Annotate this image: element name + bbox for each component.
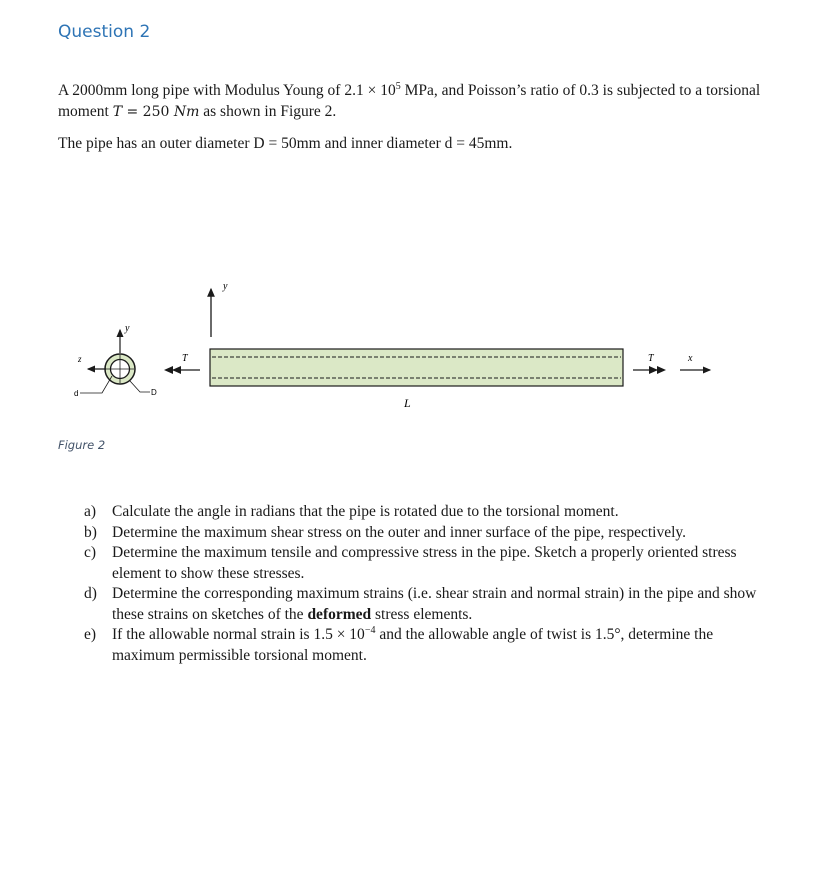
y-label-left: y: [125, 323, 130, 334]
D-leader-line: [130, 381, 150, 392]
question-item: [84, 625, 774, 666]
question-text: Calculate the angle in radians that the pipe is rotated due to the torsional moment.: [112, 503, 619, 520]
question-marker: e): [84, 626, 97, 643]
intro-text-3: = 250: [122, 104, 174, 120]
question-text: Determine the maximum tensile and compressive stress in the pipe. Sketch a properly oriented stress element to show these stresses.: [112, 544, 737, 582]
intro-exponent: 5: [395, 80, 401, 92]
pipe: [210, 349, 623, 386]
question-marker: d): [84, 585, 97, 602]
question-text-bold: deformed: [307, 605, 372, 623]
T-label-right: T: [648, 353, 654, 364]
d-label: d: [74, 389, 79, 398]
torque-left-head-2: [172, 366, 181, 374]
L-label: L: [404, 396, 411, 410]
cross-section: [74, 323, 157, 398]
question-text-post: and the allowable angle of twist is 1.5°, determine the maximum permissible torsional moment.: [112, 626, 714, 664]
torque-arrow-left: [164, 353, 200, 374]
question-marker: c): [84, 544, 97, 561]
intro-text-4: as shown in Figure 2.: [199, 103, 337, 120]
figure-caption: Figure 2: [58, 438, 106, 452]
question-text-pre: If the allowable normal strain is 1.5 × 10: [112, 626, 365, 643]
d-leader-line: [80, 376, 112, 393]
question-item: [84, 523, 774, 544]
x-label: x: [688, 353, 693, 364]
z-label: z: [78, 354, 82, 364]
torque-arrow-right: [633, 353, 666, 374]
figure-2: [60, 275, 740, 415]
D-label: D: [151, 388, 157, 397]
question-list: [84, 502, 774, 666]
torque-left-head-1: [164, 366, 173, 374]
question-item: [84, 584, 774, 625]
T-label-left: T: [182, 353, 188, 364]
torque-right-head-1: [649, 366, 658, 374]
intro-text-1: A 2000mm long pipe with Modulus Young of 2.1 × 10: [58, 82, 396, 99]
torque-unit: Nm: [173, 104, 200, 120]
question-text-pre: Determine the corresponding maximum strains (i.e. shear strain and normal strain) in the pipe and show these strains on sketches of the: [112, 585, 757, 623]
question-text-post: stress elements.: [371, 605, 473, 623]
question-item: [84, 543, 774, 584]
pipe-diagram: [60, 275, 740, 415]
problem-statement: [58, 80, 773, 123]
torque-right-head-2: [657, 366, 666, 374]
question-exponent: −4: [364, 624, 376, 636]
intro-text-2: MPa, and Poisson’s ratio of 0.3 is subjected to a torsional moment: [58, 82, 761, 120]
question-heading: Question 2: [58, 22, 151, 42]
question-item: [84, 502, 774, 523]
pipe-dimensions: The pipe has an outer diameter D = 50mm and inner diameter d = 45mm.: [58, 135, 513, 152]
torque-symbol: T: [112, 104, 123, 120]
question-marker: b): [84, 523, 97, 541]
question-marker: a): [84, 503, 97, 520]
y-label-top: y: [223, 281, 228, 292]
question-text: Determine the maximum shear stress on the outer and inner surface of the pipe, respectively.: [112, 523, 687, 541]
pipe-body: [210, 349, 623, 386]
